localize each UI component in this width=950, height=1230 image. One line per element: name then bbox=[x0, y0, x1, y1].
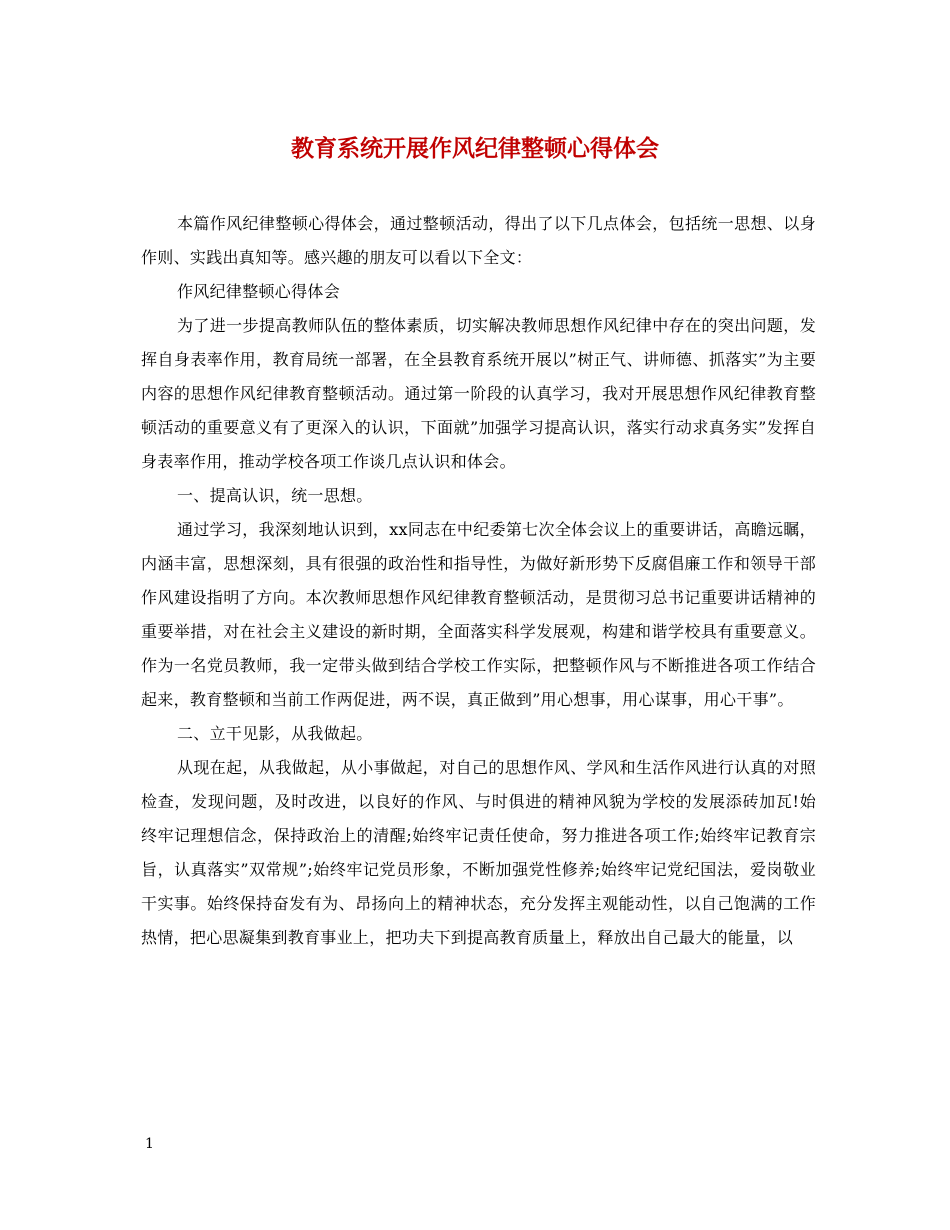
section-heading-2: 二、立干见影，从我做起。 bbox=[177, 724, 373, 743]
section-heading-1: 一、提高认识，统一思想。 bbox=[177, 486, 373, 505]
subtitle-paragraph: 作风纪律整顿心得体会 bbox=[177, 282, 341, 301]
intro-paragraph: 本篇作风纪律整顿心得体会，通过整顿活动，得出了以下几点体会，包括统一思想、以身作则、实践出真知等。感兴趣的朋友可以看以下全文： bbox=[141, 214, 816, 267]
document-title: 教育系统开展作风纪律整顿心得体会 bbox=[291, 135, 659, 162]
document-body bbox=[141, 207, 816, 955]
body-paragraph: 为了进一步提高教师队伍的整体素质，切实解决教师思想作风纪律中存在的突出问题，发挥自身表率作用，教育局统一部署，在全县教育系统开展以”树正气、讲师德、抓落实”为主要内容的思想作风纪律教育整顿活动。通过第一阶段的认真学习，我对开展思想作风纪律教育整顿活动的重要意义有了更深入的认识，下面就”加强学习提高认识，落实行动求真务实”发挥自身表率作用，推动学校各项工作谈几点认识和体会。 bbox=[141, 316, 816, 471]
body-paragraph: 从现在起，从我做起，从小事做起，对自己的思想作风、学风和生活作风进行认真的对照检查，发现问题，及时改进，以良好的作风、与时俱进的精神风貌为学校的发展添砖加瓦!始终牢记理想信念，保持政治上的清醒;始终牢记责任使命，努力推进各项工作;始终牢记教育宗旨，认真落实”双常规”;始终牢记党员形象，不断加强党性修养;始终牢记党纪国法，爱岗敬业干实事。始终保持奋发有为、昂扬向上的精神状态，充分发挥主观能动性，以自己饱满的工作热情，把心思凝集到教育事业上，把功夫下到提高教育质量上，释放出自己最大的能量，以 bbox=[141, 758, 816, 947]
page-number: 1 bbox=[145, 1136, 154, 1152]
body-paragraph: 通过学习，我深刻地认识到，xx同志在中纪委第七次全体会议上的重要讲话，高瞻远瞩，内涵丰富，思想深刻，具有很强的政治性和指导性，为做好新形势下反腐倡廉工作和领导干部作风建设指明了方向。本次教师思想作风纪律教育整顿活动，是贯彻习总书记重要讲话精神的重要举措，对在社会主义建设的新时期，全面落实科学发展观，构建和谐学校具有重要意义。作为一名党员教师，我一定带头做到结合学校工作实际，把整顿作风与不断推进各项工作结合起来，教育整顿和当前工作两促进，两不误，真正做到”用心想事，用心谋事，用心干事”。 bbox=[141, 520, 816, 709]
